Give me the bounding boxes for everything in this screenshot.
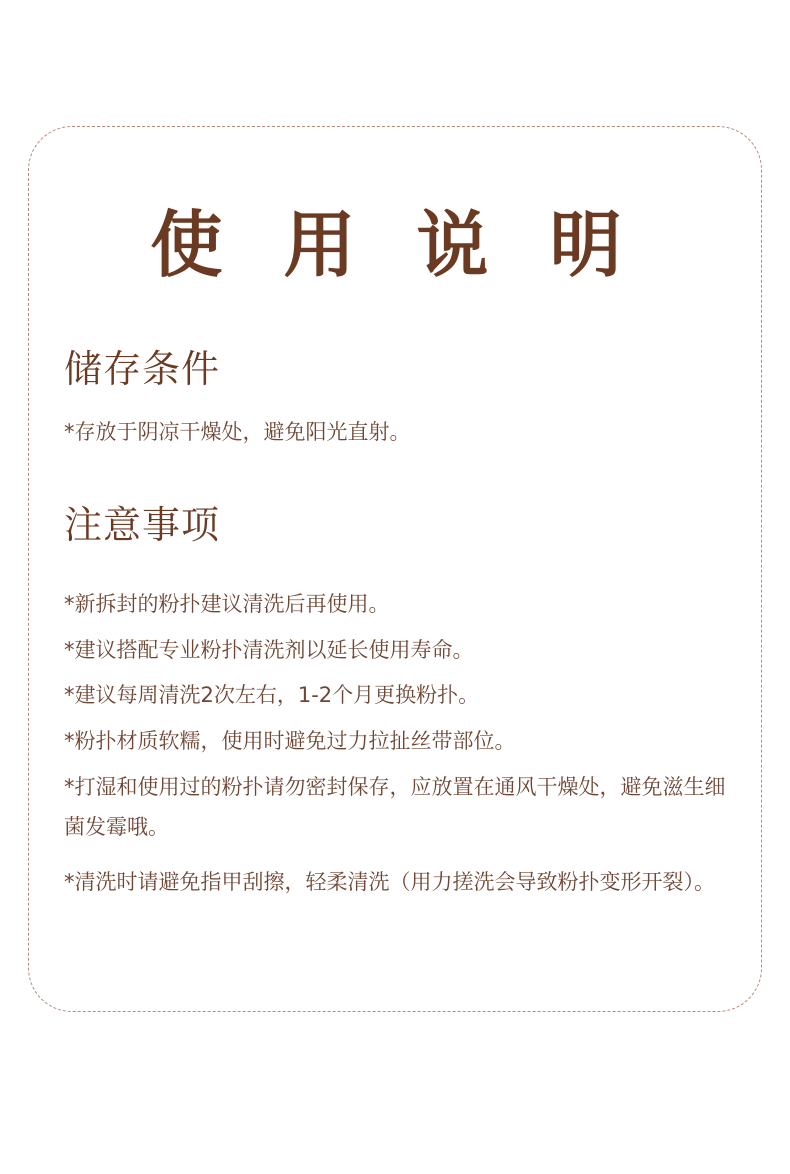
notes-item: *新拆封的粉扑建议清洗后再使用。 xyxy=(64,592,390,616)
notes-item: *打湿和使用过的粉扑请勿密封保存，应放置在通风干燥处，避免滋生细菌发霉哦。 xyxy=(64,775,726,839)
notes-heading: 注意事项 xyxy=(64,503,221,547)
notes-item: *清洗时请避免指甲刮擦，轻柔清洗（用力搓洗会导致粉扑变形开裂）。 xyxy=(64,870,715,894)
storage-heading: 储存条件 xyxy=(64,347,221,391)
notes-item: *建议每周清洗2次左右，1-2个月更换粉扑。 xyxy=(64,683,480,707)
notes-item: *建议搭配专业粉扑清洗剂以延长使用寿命。 xyxy=(64,638,474,662)
storage-item: *存放于阴凉干燥处，避免阳光直射。 xyxy=(64,420,411,444)
page-title: 使 用 说 明 xyxy=(150,203,640,287)
notes-item: *粉扑材质软糯，使用时避免过力拉扯丝带部位。 xyxy=(64,729,516,753)
